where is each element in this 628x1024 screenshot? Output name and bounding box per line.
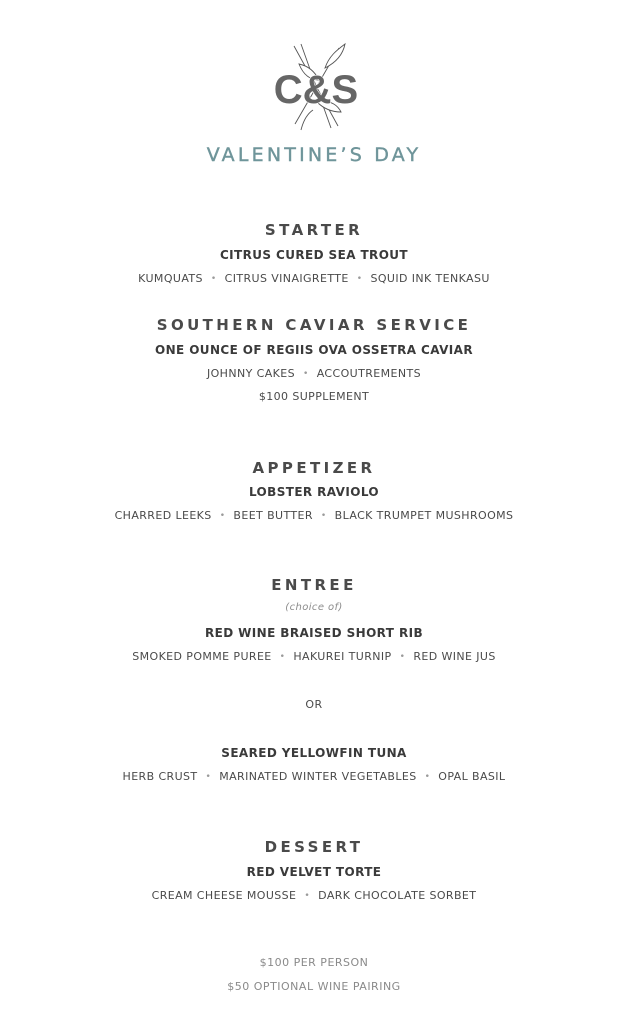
dessert-heading: DESSERT — [264, 838, 364, 856]
separator-dot: • — [399, 652, 406, 662]
separator-dot: • — [210, 274, 217, 284]
detail-item: CREAM CHEESE MOUSSE — [151, 889, 297, 902]
detail-item: CHARRED LEEKS — [114, 509, 212, 522]
detail-item: OPAL BASIL — [438, 770, 506, 783]
detail-item: ACCOUTREMENTS — [316, 367, 421, 380]
caviar-dish: ONE OUNCE OF REGIIS OVA OSSETRA CAVIAR — [154, 343, 473, 357]
entree-choice-note: (choice of) — [285, 602, 343, 613]
price-per-person: $100 PER PERSON — [259, 956, 369, 969]
entree-dish-2: SEARED YELLOWFIN TUNA — [221, 746, 407, 760]
entree-or: OR — [305, 698, 323, 711]
detail-item: HERB CRUST — [122, 770, 198, 783]
entree-heading: ENTREE — [271, 576, 357, 594]
entree-details-1 — [0, 650, 628, 663]
detail-item: DARK CHOCOLATE SORBET — [318, 889, 477, 902]
caviar-supplement: $100 SUPPLEMENT — [258, 390, 370, 403]
detail-item: MARINATED WINTER VEGETABLES — [219, 770, 417, 783]
detail-item: SMOKED POMME PUREE — [132, 650, 272, 663]
detail-item: BLACK TRUMPET MUSHROOMS — [334, 509, 514, 522]
starter-details — [0, 272, 628, 285]
entree-details-2 — [0, 770, 628, 783]
detail-item: RED WINE JUS — [413, 650, 496, 663]
wine-pairing-price: $50 OPTIONAL WINE PAIRING — [227, 980, 401, 993]
starter-heading: STARTER — [264, 221, 364, 239]
detail-item: CITRUS VINAIGRETTE — [224, 272, 349, 285]
dessert-details — [0, 889, 628, 902]
separator-dot: • — [356, 274, 363, 284]
appetizer-dish: LOBSTER RAVIOLO — [248, 485, 380, 499]
separator-dot: • — [205, 772, 212, 782]
detail-item: KUMQUATS — [138, 272, 203, 285]
appetizer-details — [0, 509, 628, 522]
appetizer-heading: APPETIZER — [252, 459, 376, 477]
separator-dot: • — [279, 652, 286, 662]
detail-item: HAKUREI TURNIP — [293, 650, 392, 663]
starter-dish: CITRUS CURED SEA TROUT — [219, 248, 409, 262]
separator-dot: • — [302, 369, 309, 379]
detail-item: BEET BUTTER — [233, 509, 313, 522]
separator-dot: • — [320, 511, 327, 521]
separator-dot: • — [219, 511, 226, 521]
menu-title: VALENTINE’S DAY — [206, 144, 422, 166]
separator-dot: • — [424, 772, 431, 782]
dessert-dish: RED VELVET TORTE — [246, 865, 382, 879]
detail-item: SQUID INK TENKASU — [370, 272, 490, 285]
caviar-details — [0, 367, 628, 380]
detail-item: JOHNNY CAKES — [206, 367, 295, 380]
logo-text: C&S — [273, 68, 359, 112]
caviar-heading: SOUTHERN CAVIAR SERVICE — [156, 316, 472, 334]
entree-dish-1: RED WINE BRAISED SHORT RIB — [204, 626, 423, 640]
separator-dot: • — [304, 891, 311, 901]
restaurant-logo — [259, 40, 373, 132]
